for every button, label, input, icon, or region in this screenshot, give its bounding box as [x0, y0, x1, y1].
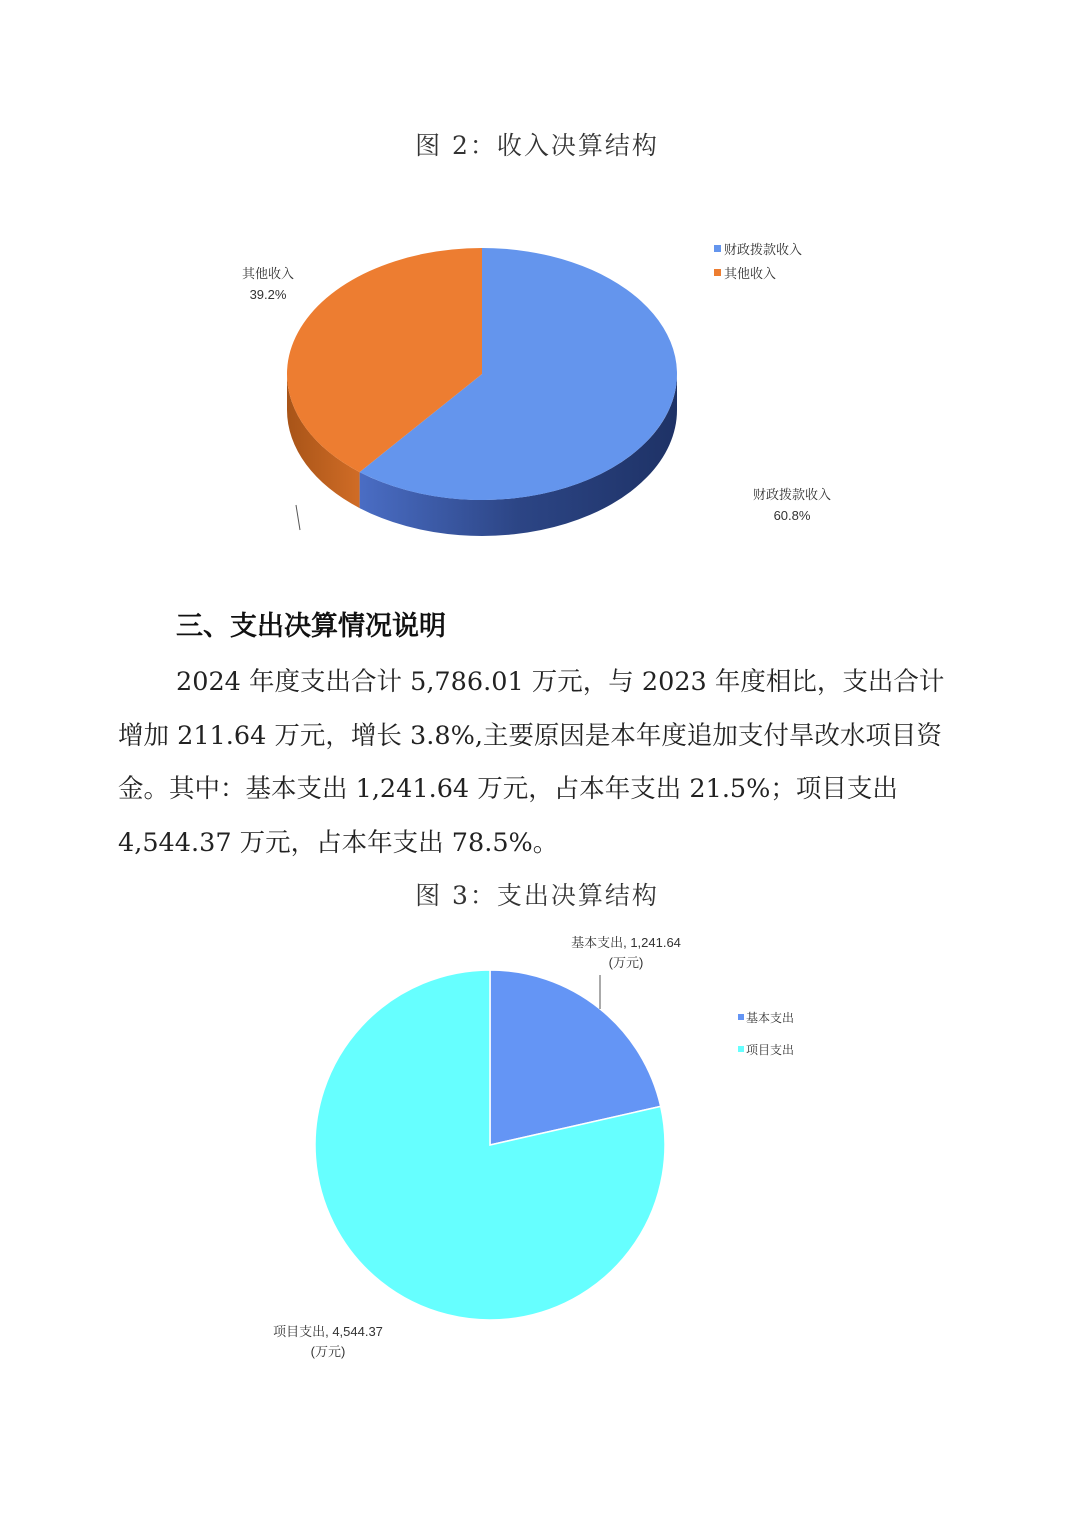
legend — [738, 1010, 794, 1057]
data-label-other-name: 其他收入 — [241, 266, 295, 281]
legend-swatch-fiscal — [714, 245, 721, 252]
expenditure-pie-chart — [0, 920, 1074, 1370]
legend-label-fiscal: 财政拨款收入 — [724, 242, 803, 257]
income-pie-chart — [0, 200, 1074, 560]
legend-swatch-basic — [738, 1014, 744, 1020]
data-label-project-value: 4,544.37 — [332, 1324, 383, 1339]
expenditure-paragraph — [118, 656, 960, 870]
figure-3-title: 图 3：支出决算结构 — [415, 881, 659, 910]
data-label-fiscal-value: 60.8% — [773, 508, 811, 523]
figure-2-title: 图 2：收入决算结构 — [415, 131, 659, 160]
data-label-basic-category: 基本支出 — [571, 935, 624, 950]
legend-swatch-project — [738, 1046, 744, 1052]
legend-swatch-other — [714, 269, 721, 276]
paragraph-text: 2024 年度支出合计 5,786.01 万元，与 2023 年度相比，支出合计增加 211.64 万元，增长 3.8%,主要原因是本年度追加支付旱改水项目资金。其中：基本支出 1,241.64 万元，占本年支出 21.5%；项目支出 4,544.37 万元，占本年支出 78.5%。 — [118, 667, 945, 858]
data-label-other-value: 39.2% — [249, 287, 287, 302]
data-label-project-sep: , — [325, 1324, 333, 1339]
data-label-basic-unit: (万元) — [608, 955, 644, 970]
legend-label-other: 其他收入 — [724, 266, 777, 281]
data-label-basic-sep: , — [623, 935, 631, 950]
data-label-basic-name — [571, 935, 681, 950]
data-label-project-category: 项目支出 — [273, 1324, 326, 1339]
data-label-project-unit: (万元) — [310, 1344, 346, 1359]
data-label-fiscal-name: 财政拨款收入 — [752, 487, 832, 502]
legend-label-project: 项目支出 — [746, 1043, 795, 1057]
section-heading: 三、支出决算情况说明 — [176, 611, 446, 642]
data-label-basic-value: 1,241.64 — [630, 935, 681, 950]
legend — [714, 242, 802, 281]
leader-line-other — [296, 505, 300, 530]
legend-label-basic: 基本支出 — [746, 1011, 795, 1025]
data-label-project-name — [273, 1324, 383, 1339]
